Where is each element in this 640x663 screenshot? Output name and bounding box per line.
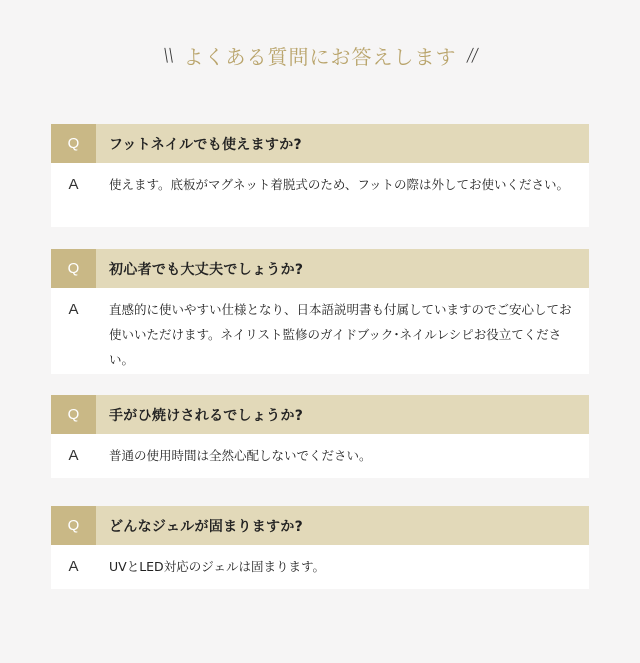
question-badge: Q (51, 506, 96, 545)
question-text: どんなジェルが固まりますか? (109, 518, 304, 535)
answer-badge: A (68, 447, 79, 464)
question-row (51, 506, 589, 545)
question-badge: Q (51, 249, 96, 288)
faq-item (51, 506, 589, 589)
question-row (51, 124, 589, 163)
question-row (51, 395, 589, 434)
question-badge: Q (51, 124, 96, 163)
heading-left-decoration: \\ (161, 44, 175, 66)
answer-badge: A (68, 176, 79, 193)
question-text: 手がひ焼けされるでしょうか? (109, 407, 304, 424)
faq-heading (0, 38, 640, 72)
heading-right-decoration: // (465, 44, 479, 66)
answer-badge: A (68, 301, 79, 318)
question-text: フットネイルでも使えますか? (109, 136, 302, 153)
answer-row (51, 163, 589, 227)
faq-item (51, 124, 589, 227)
answer-text: UVとLED対応のジェルは固まります。 (109, 559, 325, 574)
faq-title: よくある質問にお答えします (183, 44, 457, 69)
answer-row (51, 288, 589, 374)
question-text: 初心者でも大丈夫でしょうか? (109, 261, 304, 278)
answer-row (51, 434, 589, 478)
faq-item (51, 395, 589, 478)
answer-text: 普通の使用時間は全然心配しないでください。 (109, 448, 372, 463)
answer-text: 直感的に使いやすい仕様となり、日本語説明書も付属していますのでご安心してお使いいただけます。ネイリスト監修のガイドブック･ネイルレシピお役立てください。 (109, 302, 572, 367)
answer-badge: A (68, 558, 79, 575)
faq-item (51, 249, 589, 374)
question-row (51, 249, 589, 288)
answer-text: 使えます。底板がマグネット着脱式のため、フットの際は外してお使いください。 (109, 177, 570, 192)
answer-row (51, 545, 589, 589)
question-badge: Q (51, 395, 96, 434)
